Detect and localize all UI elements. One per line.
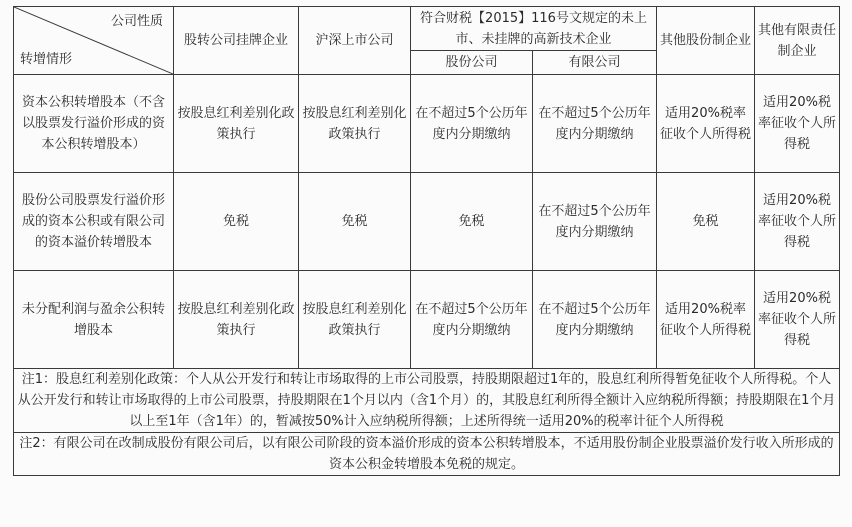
- row-case: 资本公积转增股本（不含以股票发行溢价形成的资本公积转增股本）: [14, 75, 174, 173]
- note-row-1: [14, 369, 840, 433]
- cell-listed: 按股息红利差别化政策执行: [299, 75, 411, 173]
- cell-other-llc: 适用20%税率征收个人所得税: [755, 75, 840, 173]
- cell-other-llc: 适用20%税率征收个人所得税: [755, 173, 840, 271]
- cell-neeq: 按股息红利差别化政策执行: [174, 75, 299, 173]
- note-2: 注2：有限公司在改制成股份有限公司后，以有限公司阶段的资本溢价形成的资本公积转增股本，不适用股份制企业股票溢价发行收入所形成的资本公积金转增股本免税的规定。: [14, 433, 840, 476]
- table-row: [14, 75, 840, 173]
- header-other-joint: 其他股份制企业: [657, 7, 755, 75]
- header-hitech: 符合财税【2015】116号文规定的未上市、未挂牌的高新技术企业: [411, 7, 657, 51]
- header-row-1: [14, 7, 840, 51]
- cell-hitech-llc: 在不超过5个公历年度内分期缴纳: [533, 173, 657, 271]
- table-row: [14, 271, 840, 369]
- cell-other-joint: 免税: [657, 173, 755, 271]
- cell-neeq: 按股息红利差别化政策执行: [174, 271, 299, 369]
- cell-other-llc: 适用20%税率征收个人所得税: [755, 271, 840, 369]
- header-company-nature: 公司性质: [110, 14, 163, 29]
- cell-hitech-joint: 在不超过5个公历年度内分期缴纳: [411, 75, 533, 173]
- cell-listed: 按股息红利差别化政策执行: [299, 271, 411, 369]
- cell-other-joint: 适用20%税率征收个人所得税: [657, 271, 755, 369]
- cell-hitech-joint: 免税: [411, 173, 533, 271]
- header-other-llc: 其他有限责任制企业: [755, 7, 840, 75]
- header-hitech-llc: 有限公司: [533, 51, 657, 75]
- header-conversion-case: 转增情形: [20, 52, 73, 67]
- cell-neeq: 免税: [174, 173, 299, 271]
- header-corner-cell: [14, 7, 174, 75]
- cell-other-joint: 适用20%税率征收个人所得税: [657, 75, 755, 173]
- tax-table: [13, 6, 840, 476]
- row-case: 股份公司股票发行溢价形成的资本公积或有限公司的资本溢价转增股本: [14, 173, 174, 271]
- header-neeq: 股转公司挂牌企业: [174, 7, 299, 75]
- cell-hitech-joint: 在不超过5个公历年度内分期缴纳: [411, 271, 533, 369]
- note-1: 注1：股息红利差别化政策：个人从公开发行和转让市场取得的上市公司股票，持股期限超过1年的，股息红利所得暂免征收个人所得税。个人从公开发行和转让市场取得的上市公司股票，持股期限在1个月以内（含1个月）的，其股息红利所得全额计入应纳税所得额；持股期限在1个月以上至1年（含1年）的，暂减按50%计入应纳税所得额；上述所得统一适用20%的税率计征个人所得税: [14, 369, 840, 433]
- cell-hitech-llc: 在不超过5个公历年度内分期缴纳: [533, 271, 657, 369]
- note-row-2: [14, 433, 840, 476]
- header-listed: 沪深上市公司: [299, 7, 411, 75]
- header-hitech-joint: 股份公司: [411, 51, 533, 75]
- table-row: [14, 173, 840, 271]
- row-case: 未分配利润与盈余公积转增股本: [14, 271, 174, 369]
- cell-listed: 免税: [299, 173, 411, 271]
- cell-hitech-llc: 在不超过5个公历年度内分期缴纳: [533, 75, 657, 173]
